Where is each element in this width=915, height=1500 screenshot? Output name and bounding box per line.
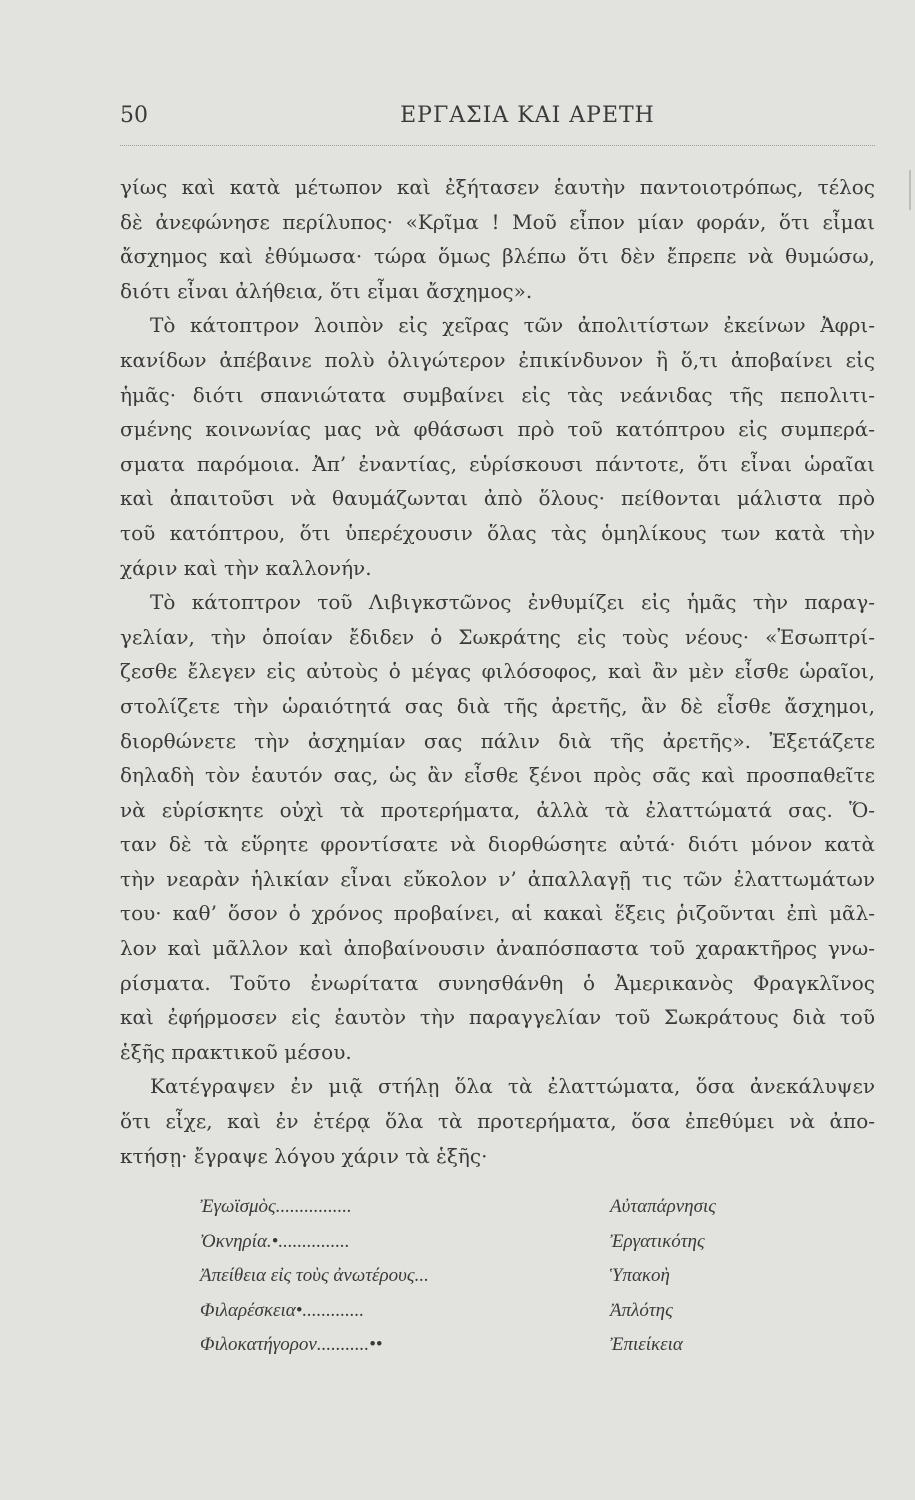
text-line: Τὸ κάτοπτρον λοιπὸν εἰς χεῖρας τῶν ἀπολιτίστων ἐκείνων Ἀφρι- (150, 313, 875, 338)
virtue-cell: Ἐργατικότης (610, 1230, 705, 1252)
vice-cell: Ἀπείθεια εἰς τοὺς ἀνωτέρους... (200, 1265, 429, 1287)
paragraph (120, 308, 875, 585)
page-header (120, 103, 875, 143)
virtues-table (200, 1190, 800, 1363)
text-line: ἡμᾶς· διότι σπανιώτατα συμβαίνει εἰς τὰς νεάνιδας τῆς πεπολιτι- (120, 382, 875, 407)
virtue-cell: Ἀπλότης (610, 1299, 673, 1321)
text-line: ἑξῆς πρακτικοῦ μέσου. (120, 1039, 352, 1064)
text-line: στολίζετε τὴν ὡραιότητά σας διὰ τῆς ἀρετῆς, ἂν δὲ εἶσθε ἄσχημοι, (120, 693, 875, 718)
vice-cell: Φιλοκατήγορον...........•• (200, 1334, 383, 1356)
text-line: νὰ εὑρίσκητε οὐχὶ τὰ προτερήματα, ἀλλὰ τὰ ἐλαττώματά σας. Ὅ- (120, 797, 875, 822)
text-line: τὴν νεαρὰν ἡλικίαν εἶναι εὔκολον ν’ ἀπαλλαγῇ τις τῶν ἐλαττωμάτων (120, 866, 875, 891)
text-line: γίως καὶ κατὰ μέτωπον καὶ ἐξήτασεν ἑαυτὴν παντοιοτρόπως, τέλος (120, 175, 875, 199)
paragraph (120, 170, 875, 308)
header-rule (120, 145, 875, 146)
table-row (200, 1225, 800, 1260)
text-line: κτήσῃ· ἔγραψε λόγου χάριν τὰ ἑξῆς· (120, 1143, 488, 1168)
text-line: τοῦ κατόπτρου, ὅτι ὑπερέχουσιν ὅλας τὰς ὁμηλίκους των κατὰ τὴν (120, 520, 875, 545)
text-line: σματα παρόμοια. Ἀπ’ ἐναντίας, εὑρίσκουσι πάντοτε, ὅτι εἶναι ὡραῖαι (120, 451, 875, 476)
page-number: 50 (120, 103, 148, 128)
vice-cell: Ἐγωϊσμὸς................ (200, 1196, 352, 1217)
text-line: Τὸ κάτοπτρον τοῦ Λιβιγκστῶνος ἐνθυμίζει εἰς ἡμᾶς τὴν παραγ- (150, 590, 875, 615)
text-line: καὶ ἐφήρμοσεν εἰς ἑαυτὸν τὴν παραγγελίαν τοῦ Σωκράτους διὰ τοῦ (120, 1005, 875, 1030)
text-line: λον καὶ μᾶλλον καὶ ἀποβαίνουσιν ἀναπόσπαστα τοῦ χαρακτῆρος γνω- (120, 936, 875, 961)
text-line: Κατέγραψεν ἐν μιᾷ στήλῃ ὅλα τὰ ἐλαττώματα, ὅσα ἀνεκάλυψεν (150, 1074, 875, 1099)
paragraph (120, 1069, 875, 1173)
table-row (200, 1259, 800, 1294)
text-line: καὶ ἀπαιτοῦσι νὰ θαυμάζωνται ἀπὸ ὅλους· πείθονται μάλιστα πρὸ (120, 486, 875, 511)
paragraph (120, 585, 875, 1069)
text-line: ἄσχημος καὶ ἐθύμωσα· τώρα ὅμως βλέπω ὅτι δὲν ἔπρεπε νὰ θυμώσω, (120, 244, 875, 269)
text-line: διορθώνετε τὴν ἀσχημίαν σας πάλιν διὰ τῆς ἀρετῆς». Ἐξετάζετε (120, 728, 875, 753)
virtue-cell: Ὑπακοὴ (610, 1265, 670, 1287)
text-line: του· καθ’ ὅσον ὁ χρόνος προβαίνει, αἱ κακαὶ ἕξεις ῥιζοῦνται ἐπὶ μᾶλ- (120, 901, 875, 926)
text-line: σμένης κοινωνίας μας νὰ φθάσωσι πρὸ τοῦ κατόπτρου εἰς συμπερά- (120, 417, 875, 442)
body-text (120, 170, 875, 1173)
vice-cell: Ὀκνηρία.•............... (200, 1230, 350, 1252)
text-line: ρίσματα. Τοῦτο ἐνωρίτατα συνησθάνθη ὁ Ἀμερικανὸς Φραγκλῖνος (120, 970, 875, 995)
text-line: γελίαν, τὴν ὁποίαν ἔδιδεν ὁ Σωκράτης εἰς τοὺς νέους· «Ἐσωπτρί- (120, 624, 875, 649)
text-line: χάριν καὶ τὴν καλλονήν. (120, 555, 372, 580)
table-row (200, 1190, 800, 1225)
text-line: δηλαδὴ τὸν ἑαυτόν σας, ὡς ἂν εἶσθε ξένοι πρὸς σᾶς καὶ προσπαθεῖτε (120, 763, 875, 788)
table-row (200, 1328, 800, 1363)
text-line: κανίδων ἀπέβαινε πολὺ ὀλιγώτερον ἐπικίνδυνον ἢ ὅ,τι ἀποβαίνει εἰς (120, 347, 875, 372)
text-line: ὅτι εἶχε, καὶ ἐν ἑτέρᾳ ὅλα τὰ προτερήματα, ὅσα ἐπεθύμει νὰ ἀπο- (120, 1109, 875, 1134)
table-row (200, 1294, 800, 1329)
text-line: δὲ ἀνεφώνησε περίλυπος· «Κρῖμα ! Μοῦ εἶπον μίαν φοράν, ὅτι εἶμαι (120, 209, 875, 234)
virtue-cell: Ἐπιείκεια (610, 1334, 683, 1356)
virtue-cell: Αὐταπάρνησις (610, 1196, 716, 1217)
text-line: ταν δὲ τὰ εὕρητε φροντίσατε νὰ διορθώσητε αὐτά· διότι μόνον κατὰ (120, 832, 875, 857)
text-line: διότι εἶναι ἀλήθεια, ὅτι εἶμαι ἄσχημος». (120, 278, 533, 303)
vice-cell: Φιλαρέσκεια•............. (200, 1299, 365, 1321)
page-edge-mark (903, 170, 911, 210)
text-line: ζεσθε ἔλεγεν εἰς αὐτοὺς ὁ μέγας φιλόσοφος, καὶ ἂν μὲν εἶσθε ὡραῖοι, (120, 659, 875, 684)
running-title: ΕΡΓΑΣΙΑ ΚΑΙ ΑΡΕΤΗ (400, 103, 655, 128)
